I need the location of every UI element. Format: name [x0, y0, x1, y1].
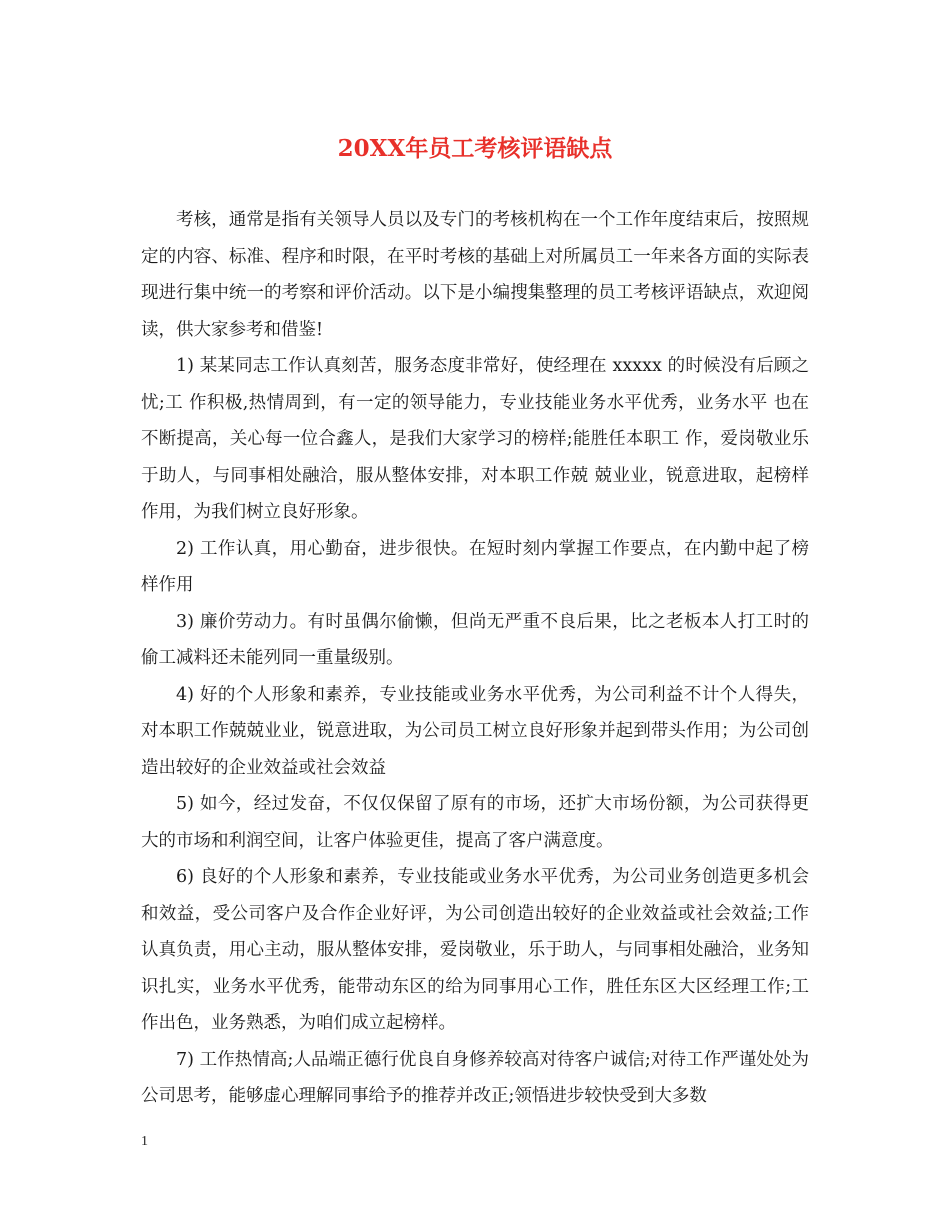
- comment-paragraph-5: 5) 如今，经过发奋，不仅仅保留了原有的市场，还扩大市场份额，为公司获得更大的市场和利润空间，让客户体验更佳，提高了客户满意度。: [141, 794, 809, 851]
- comment-paragraph-3: 3) 廉价劳动力。有时虽偶尔偷懒，但尚无严重不良后果，比之老板本人打工时的偷工减料还未能列同一重量级别。: [141, 611, 809, 668]
- intro-paragraph: 考核，通常是指有关领导人员以及专门的考核机构在一个工作年度结束后，按照规定的内容、标准、程序和时限，在平时考核的基础上对所属员工一年来各方面的实际表现进行集中统一的考察和评价活动。以下是小编搜集整理的员工考核评语缺点，欢迎阅读，供大家参考和借鉴!: [141, 210, 809, 340]
- document-title: 20XX年员工考核评语缺点: [337, 135, 613, 162]
- comment-paragraph-2: 2) 工作认真，用心勤奋，进步很快。在短时刻内掌握工作要点，在内勤中起了榜样作用: [141, 538, 809, 595]
- comment-paragraph-1: 1) 某某同志工作认真刻苦，服务态度非常好，使经理在 xxxxx 的时候没有后顾之忧;工 作积极,热情周到，有一定的领导能力，专业技能业务水平优秀，业务水平 也在不断提高，关心每一位合鑫人，是我们大家学习的榜样;能胜任本职工 作，爱岗敬业乐于助人，与同事相处融洽，服从整体安排，对本职工作兢 兢业业，锐意进取，起榜样作用，为我们树立良好形象。: [141, 356, 809, 522]
- document-body: [141, 202, 809, 1115]
- comment-paragraph-4: 4) 好的个人形象和素养，专业技能或业务水平优秀，为公司利益不计个人得失，对本职工作兢兢业业，锐意进取，为公司员工树立良好形象并起到带头作用；为公司创造出较好的企业效益或社会效益: [141, 684, 809, 778]
- comment-paragraph-6: 6) 良好的个人形象和素养，专业技能或业务水平优秀，为公司业务创造更多机会和效益，受公司客户及合作企业好评，为公司创造出较好的企业效益或社会效益;工作认真负责，用心主动，服从整体安排，爱岗敬业，乐于助人，与同事相处融洽，业务知识扎实，业务水平优秀，能带动东区的给为同事用心工作，胜任东区大区经理工作;工作出色，业务熟悉，为咱们成立起榜样。: [141, 867, 809, 1033]
- page-number: 1: [141, 1134, 148, 1149]
- comment-paragraph-7: 7) 工作热情高;人品端正德行优良自身修养较高对待客户诚信;对待工作严谨处处为公司思考，能够虚心理解同事给予的推荐并改正;领悟进步较快受到大多数: [141, 1049, 809, 1106]
